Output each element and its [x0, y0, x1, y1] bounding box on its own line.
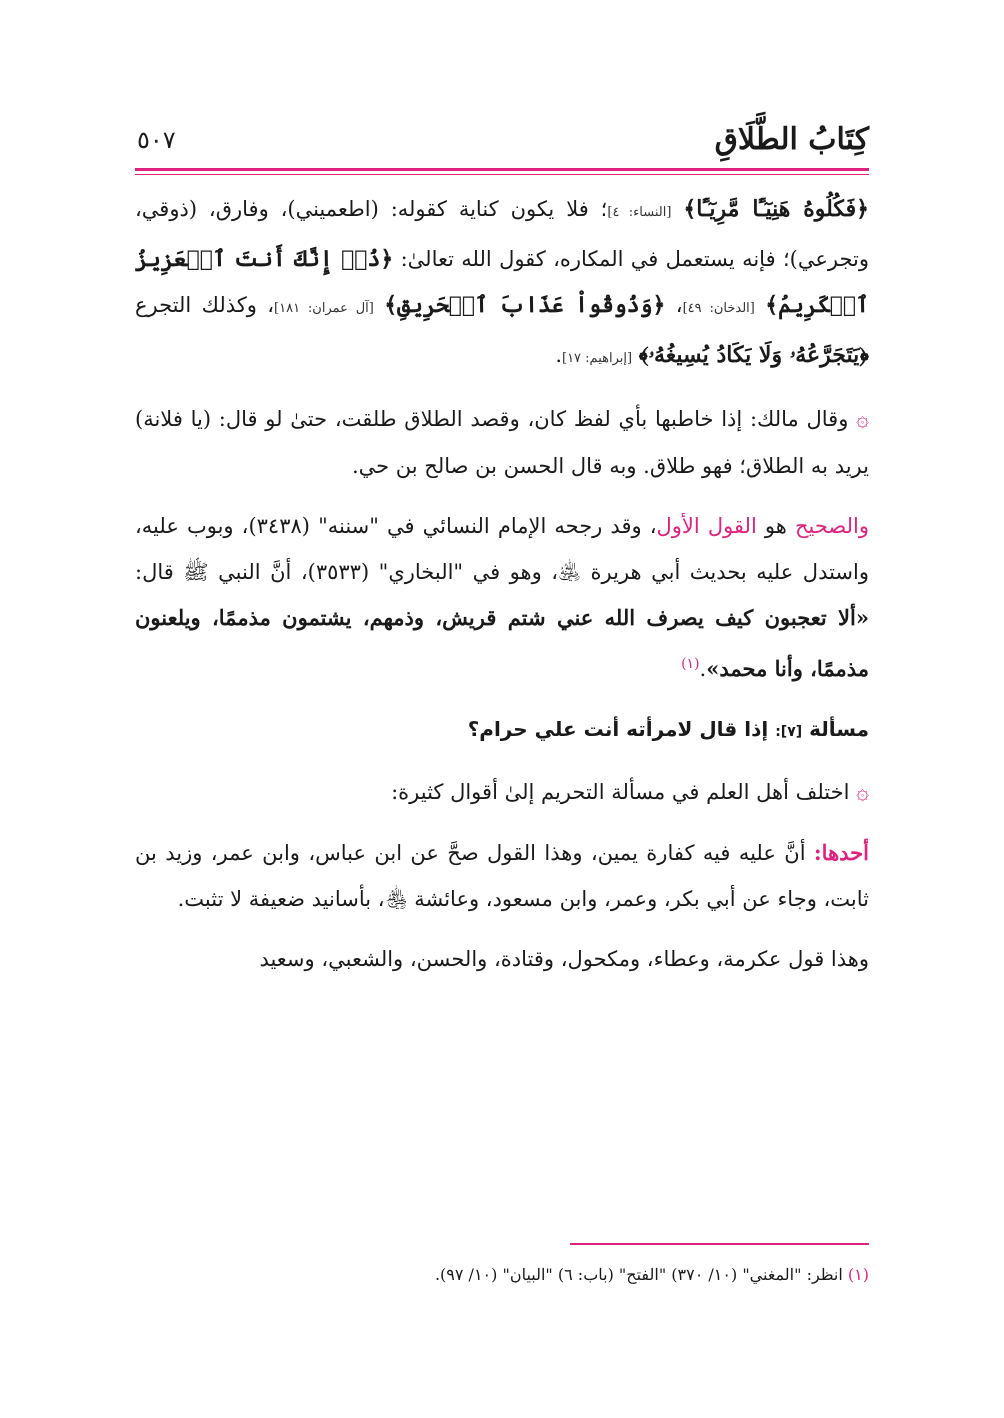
chapter-title: كِتَابُ الطَّلَاقِ [714, 122, 869, 157]
issue-label: مسألة [809, 717, 869, 741]
flower-ornament-icon: ۞ [856, 780, 869, 805]
paragraph-3 [135, 503, 869, 692]
highlight-phrase: القول الأول [656, 514, 757, 538]
quran-reference: [النساء: ٤] [607, 205, 672, 220]
footnote-marker[interactable]: (١) [681, 656, 700, 672]
footnote-text: انظر: "المغني" (١٠/ ٣٧٠) "الفتح" (باب: ٦) "البيان" (١٠/ ٩٧). [434, 1265, 848, 1284]
issue-title: إذا قال لامرأته أنت علي حرام؟ [467, 717, 776, 741]
paragraph-text: ؛ فلا يكون كناية كقوله: (اطعميني)، وفارق، (ذوقي، وتجرعي)؛ فإنه يستعمل في المكاره، كقول الله تعالىٰ: [135, 197, 869, 271]
paragraph-text: أنَّ عليه فيه كفارة يمين، وهذا القول صحَّ عن ابن عباس، وابن عمر، وزيد بن ثابت، وجاء عن أبي بكر، وعمر، وابن مسعود، وعائشة ﵃، بأسانيد ضعيفة لا تثبت. [135, 841, 869, 911]
issue-number: [٧]: [775, 724, 803, 740]
paragraph-text: وهذا قول عكرمة، وعطاء، ومكحول، وقتادة، والحسن، والشعبي، وسعيد [259, 947, 869, 971]
paragraph-end: . [699, 657, 707, 681]
paragraph-end: . [555, 343, 562, 367]
issue-heading [135, 706, 869, 755]
footnote [135, 1265, 869, 1284]
lead-word: والصحيح [794, 514, 869, 538]
paragraph-6 [135, 936, 869, 982]
page-header [135, 120, 869, 170]
footnote-rule [570, 1243, 869, 1245]
paragraph-text: ، وقد رجحه الإمام النسائي في "سننه" (٣٤٣٨)، وبوب عليه، واستدل عليه بحديث أبي هريرة ﵁، وهو في "البخاري" (٣٥٣٣)، أنَّ النبي ﷺ قال: [135, 514, 869, 584]
quran-reference: [الدخان: ٤٩] [682, 301, 755, 316]
hadith-quote: «ألا تعجبون كيف يصرف الله عني شتم قريش، وذمهم، يشتمون مذممًا، ويلعنون مذممًا، وأنا محمد» [135, 605, 869, 681]
quran-reference: [إبراهيم: ١٧] [562, 351, 633, 366]
page-number: ٥٠٧ [137, 126, 176, 154]
paragraph-5 [135, 830, 869, 922]
quran-quote: ﴿ذُقۡ إِنَّكَ أَنتَ ٱلۡعَزِيزُ ٱلۡكَرِيمُ﴾ [135, 246, 869, 318]
paragraph-text: اختلف أهل العلم في مسألة التحريم إلىٰ أقوال كثيرة: [391, 780, 857, 804]
quran-quote: ﴿يَتَجَرَّعُهُۥ وَلَا يَكَادُ يُسِيغُهُۥ﴾ [638, 342, 869, 368]
separator: ، [665, 293, 683, 317]
paragraph-text: ، وكذلك التجرع [135, 293, 275, 317]
header-rule-thin [135, 174, 869, 175]
paragraph-4 [135, 769, 869, 816]
paragraph-1 [135, 186, 869, 382]
flower-ornament-icon: ۞ [856, 407, 869, 432]
header-rule-thick [135, 168, 869, 171]
paragraph-text: هو [756, 514, 795, 538]
quran-reference: [آل عمران: ١٨١] [274, 301, 374, 316]
paragraph-2 [135, 396, 869, 489]
paragraph-text: وقال مالك: إذا خاطبها بأي لفظ كان، وقصد الطلاق طلقت، حتىٰ لو قال: (يا فلانة) يريد به الطلاق؛ فهو طلاق. وبه قال الحسن بن صالح بن حي. [135, 407, 869, 478]
quran-quote: ﴿فَكُلُوهُ هَنِيٓـًٔا مَّرِيٓـًٔا﴾ [683, 196, 869, 222]
footnote-number: (١) [847, 1265, 869, 1284]
main-text [135, 186, 869, 996]
quran-quote: ﴿وَذُوقُواْ عَذَابَ ٱلۡحَرِيقِ﴾ [384, 292, 666, 318]
opinion-label: أحدها: [813, 840, 869, 865]
